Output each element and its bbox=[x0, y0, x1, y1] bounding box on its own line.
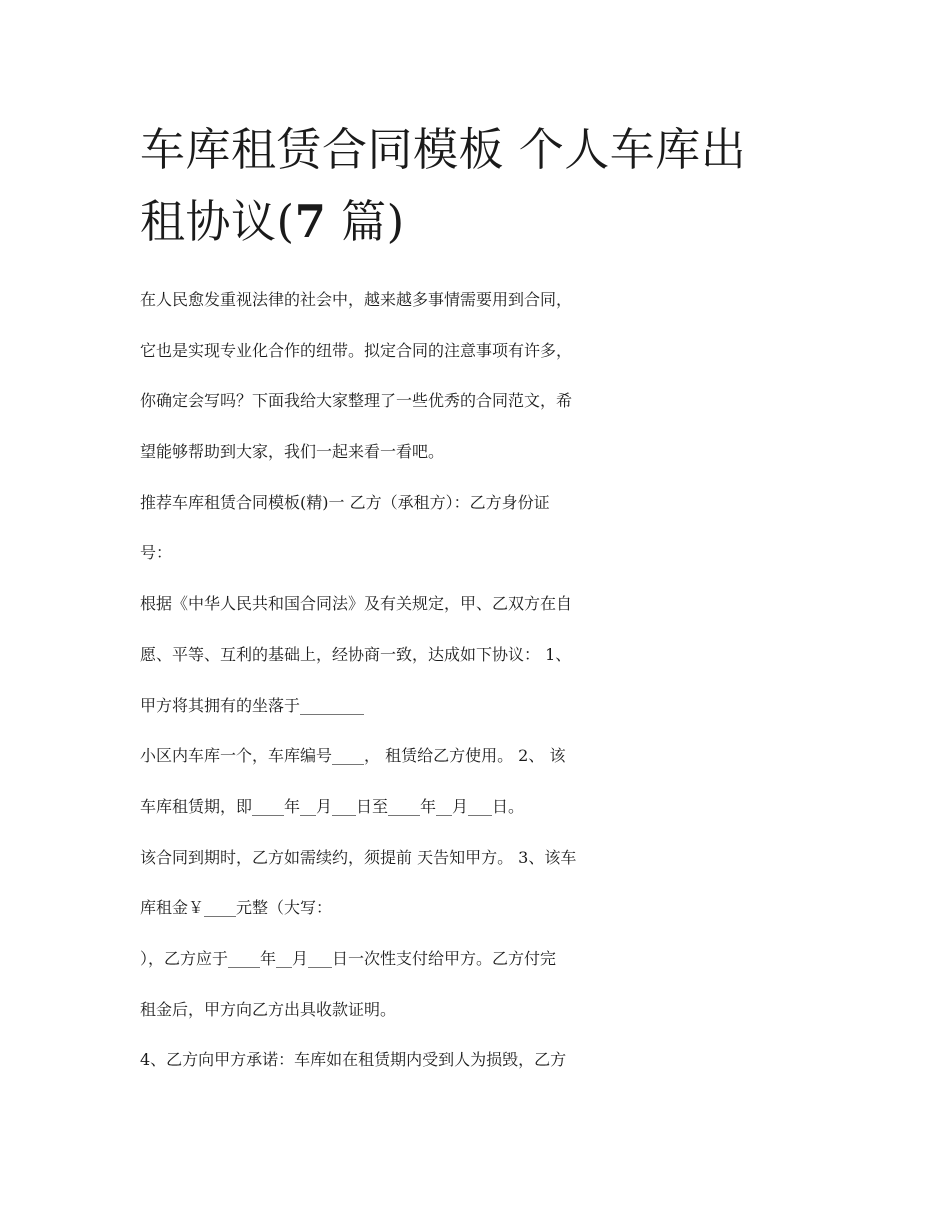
body-line: ），乙方应于____年__月___日一次性支付给甲方。乙方付完 bbox=[140, 948, 557, 968]
body-line: 该合同到期时，乙方如需续约，须提前 天告知甲方。 3、该车 bbox=[140, 847, 577, 867]
body-line: 推荐车库租赁合同模板(精)一 乙方（承租方）：乙方身份证 bbox=[140, 492, 550, 512]
body-line: 它也是实现专业化合作的纽带。拟定合同的注意事项有许多， bbox=[140, 340, 573, 360]
body-line: 愿、平等、互利的基础上，经协商一致，达成如下协议： 1、 bbox=[140, 644, 572, 664]
title-line-2-number: 7 bbox=[294, 195, 327, 248]
document-title bbox=[140, 114, 830, 258]
body-line: 库租金￥____元整（大写： bbox=[140, 898, 333, 918]
title-line-2-suffix: 篇) bbox=[326, 195, 405, 248]
body-line: 租金后，甲方向乙方出具收款证明。 bbox=[140, 999, 397, 1019]
body-line: 根据《中华人民共和国合同法》及有关规定，甲、乙双方在自 bbox=[140, 594, 573, 614]
body-line: 4、乙方向甲方承诺：车库如在租赁期内受到人为损毁，乙方 bbox=[140, 1050, 567, 1070]
body-line: 小区内车库一个，车库编号____， 租赁给乙方使用。 2、 该 bbox=[140, 746, 566, 766]
title-line-1: 车库租赁合同模板 个人车库出 bbox=[140, 123, 747, 176]
title-line-2-prefix: 租协议( bbox=[140, 195, 295, 248]
document-body bbox=[140, 283, 820, 1094]
body-line: 在人民愈发重视法律的社会中，越来越多事情需要用到合同， bbox=[140, 290, 573, 309]
body-line: 望能够帮助到大家，我们一起来看一看吧。 bbox=[140, 442, 445, 462]
body-line: 你确定会写吗？下面我给大家整理了一些优秀的合同范文，希 bbox=[140, 391, 573, 411]
body-line: 号： bbox=[140, 543, 173, 563]
body-line: 车库租赁期，即____年__月___日至____年__月___日。 bbox=[140, 796, 525, 816]
body-line: 甲方将其拥有的坐落于________ bbox=[140, 695, 365, 715]
